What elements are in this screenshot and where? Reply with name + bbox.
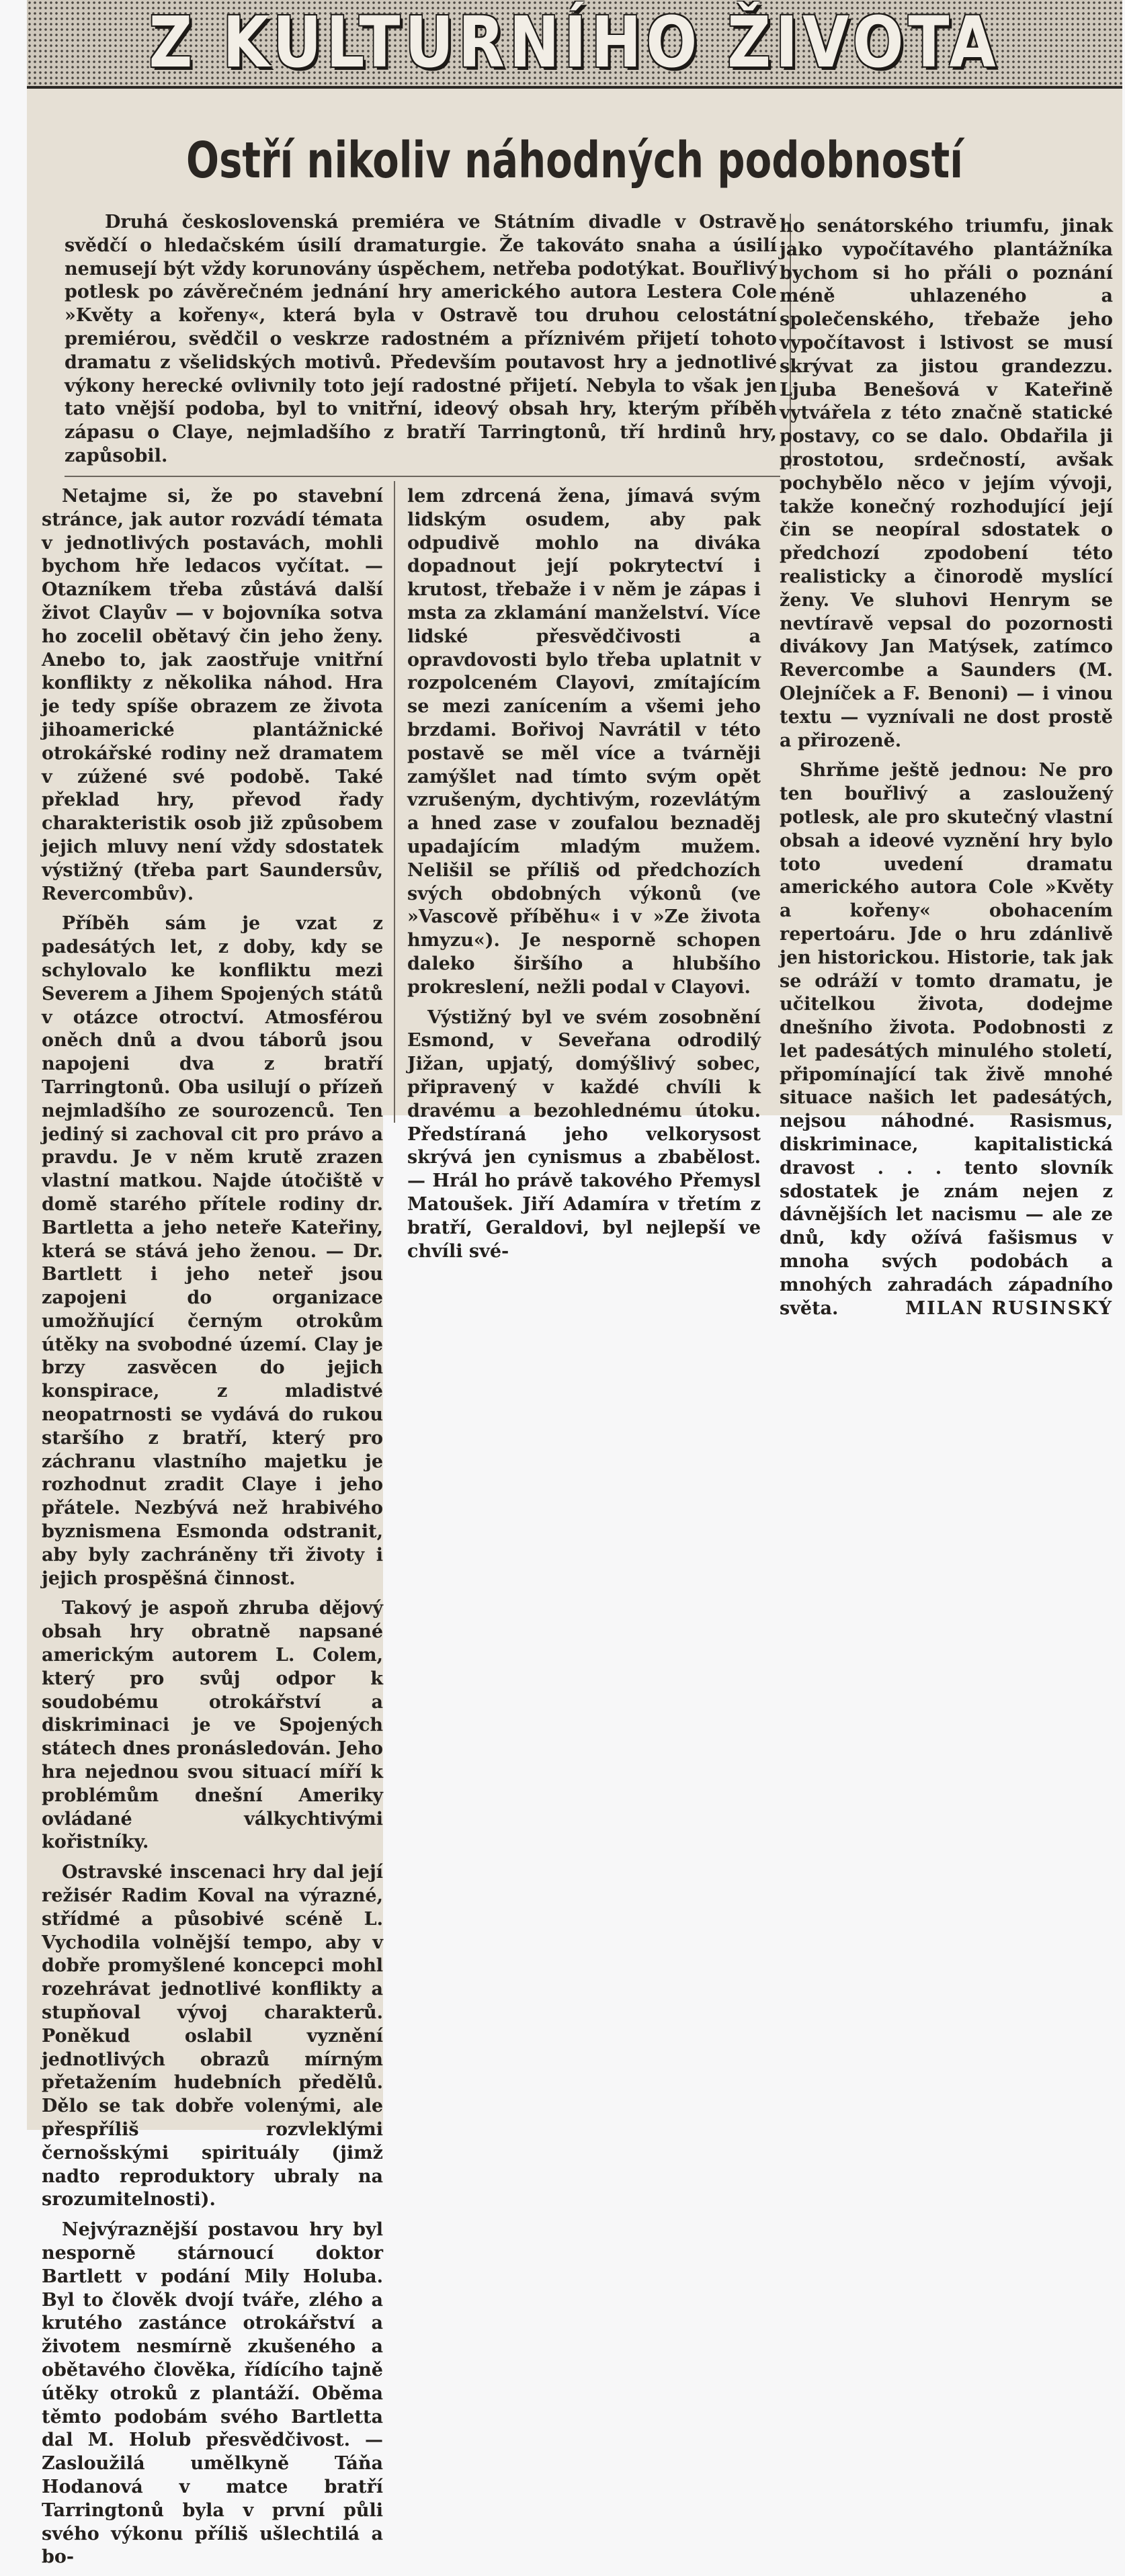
lead-paragraph — [65, 211, 777, 468]
paragraph: Ostravské inscenaci hry dal její režisér Radim Koval na výrazné, střídmé a působivé scéně L. Vychodila volnější tempo, aby v dobře promyšlené koncepci mohl rozehrávat jednotlivé konflikty a stupňoval vývoj charakterů. Poněkud oslabil vyznění jednotlivých obrazů mírným přetažením hudebních předělů. Dělo se tak dobře volenými, ale přespříliš rozvleklými černošskými spirituály (jimž nadto reproduktory ubraly na srozumitelnosti). — [42, 1862, 383, 2210]
paragraph: Netajme si, že po stavební stránce, jak autor rozvádí témata v jednotlivých postavách, mohli bychom hře ledacos vyčítat. — Otazníkem třeba zůstává další život Clayův — v bojovníka sotva ho zocelil obětavý čin jeho ženy. Anebo to, jak zaostřuje vnitřní konflikty z několika náhod. Hra je tedy spíše obrazem ze života jihoamerické plantážnické otrokářské rodiny než dramatem v zúžené své podobě. Také překlad hry, převod řady charakteristik osob již způsobem jejich mluvy není vždy sdostatek výstižný (třeba part Saundersův, Revercombův). — [42, 486, 383, 904]
column-rule-1 — [394, 481, 395, 1123]
paragraph: Výstižný byl ve svém zosobnění Esmond, v Seveřana odrodilý Jižan, upjatý, domýšlivý sobec, připravený v každé chvíli k dravému a bezohlednému útoku. Předstíraná jeho velkorysost skrývá jen cynismus a zbabělost. — Hrál ho právě takového Přemysl Matoušek. Jiří Adamíra v třetím z bratří, Geraldovi, byl nejlepší ve chvíli své- — [407, 1006, 761, 1262]
author-byline: MILAN RUSINSKÝ — [905, 1297, 1113, 1319]
lead-text: Druhá československá premiéra ve Státním divadle v Ostravě svědčí o hledačském úsilí dramaturgie. Že takováto snaha a úsilí nemusejí být vždy korunovány úspěchem, netřeba podotýkat. Bouřlivý potlesk po závěrečném jednání hry amerického autora Lestera Cole »Květy a kořeny«, která byla v Ostravě tou druhou celostátní premiérou, svědčil o veskrze radostném a příznivém přijetí tohoto dramatu z všelidských motivů. Především poutavost hry a jednotlivé výkony herecké ovlivnily toto její radostné přijetí. Nebyla to však jen tato vnější podoba, byl to vnitřní, ideový obsah hry, kterým příběh zápasu o Claye, nejmladšího z bratří Tarringtonů, tří hrdinů hry, zapůsobil. — [65, 212, 777, 466]
column-3 — [780, 215, 1113, 1327]
banner-title: Z KULTURNÍHO ŽIVOTA — [149, 1, 1001, 83]
paragraph: Nejvýraznější postavou hry byl nesporně stárnoucí doktor Bartlett v podání Mily Holuba. Byl to člověk dvojí tváře, zlého a krutého zastánce otrokářství a životem nesmírně zkušeného a obětavého člověka, řídícího tajně útěky otroků z plantáží. Oběma těmto podobám svého Bartletta dal M. Holub přesvědčivost. — Zasloužilá umělkyně Táňa Hodanová v matce bratří Tarringtonů byla v první půli svého výkonu příliš ušlechtilá a bo- — [42, 2219, 383, 2568]
paragraph: lem zdrcená žena, jímavá svým lidským osudem, aby pak odpudivě mohlo na diváka dopadnout její pokrytectví i krutost, třebaže i v něm je zápas i msta za zklamání manželství. Více lidské přesvědčivosti a opravdovosti bylo třeba uplatnit v rozpolceném Clayovi, zmítajícím se mezi zanícením a všemi jeho brzdami. Bořivoj Navrátil v této postavě se měl více a tvárněji zamýšlet nad tímto svým opět vzrušeným, dychtivým, rozevlátým a hned zase v zoufalou beznaděj upadajícím mladým mužem. Nelišil se příliš od předchozích svých obdobných výkonů (ve »Vascově příběhu« i v »Ze života hmyzu«). Je nesporně schopen daleko širšího a hlubšího prokreslení, nežli podal v Clayovi. — [407, 486, 761, 998]
lead-bottom-rule — [65, 476, 780, 477]
section-banner — [27, 0, 1122, 89]
article-headline: Ostří nikoliv náhodných podobností — [186, 132, 963, 189]
column-2 — [407, 485, 761, 1270]
paragraph-text: Shrňme ještě jednou: Ne pro ten bouřlivý a zasloužený potlesk, ale pro skutečný vlastní obsah a ideové vyznění hry bylo toto uvedení dramatu amerického autora Cole »Květy a kořeny« obohacením repertoáru. Jde o hru zdánlivě jen historickou. Historie, tak jak se odráží v tomto dramatu, je učitelkou života, dodejme dnešního života. Podobnosti z let padesátých minulého století, připomínající tak živě mnohé situace našich let padesátých, nejsou náhodné. Rasismus, diskriminace, kapitalistická dravost . . . tento slovník sdostatek je znám nejen z dávnějších let nacismu — ale ze dnů, kdy ožívá fašismus v mnoha svých podobách a mnohých zahradách západního světa. — [780, 760, 1113, 1319]
paragraph: Příběh sám je vzat z padesátých let, z doby, kdy se schylovalo ke konfliktu mezi Severem a Jihem Spojených států v otázce otroctví. Atmosférou oněch dnů a dvou táborů jsou napojeni dva z bratří Tarringtonů. Oba usilují o přízeň nejmladšího ze sourozenců. Ten jediný si zachoval cit pro právo a pravdu. Je v něm krutě zrazen vlastní matkou. Najde útočiště v domě starého přítele rodiny dr. Bartletta a jeho neteře Kateřiny, která se stává jeho ženou. — Dr. Bartlett i jeho neteř jsou zapojeni do organizace umožňující černým otrokům útěky na svobodné území. Clay je brzy zasvěcen do jejich konspirace, z mladistvé neopatrnosti se vydává do rukou staršího z bratří, který pro záchranu vlastního majetku je rozhodnut zradit Claye i jeho přátele. Nezbývá než hrabivého byznismena Esmonda odstranit, aby byly zachráněny tři životy i jejich prospěšná činnost. — [42, 913, 383, 1589]
paragraph: Takový je aspoň zhruba dějový obsah hry obratně napsané americkým autorem L. Colem, který pro svůj odpor k soudobému otrokářství a diskriminaci je ve Spojených státech dnes pronásledován. Jeho hra nejednou svou situací míří k problémům dnešní Ameriky ovládané válkychtivými kořistníky. — [42, 1598, 383, 1853]
paragraph — [780, 759, 1113, 1320]
paragraph: ho senátorského triumfu, jinak jako vypočítavého plantážníka bychom si ho přáli o poznání méně uhlazeného a společenského, třebaže jeho vypočítavost i lstivost se musí skrývat za jistou grandezzu. Ljuba Benešová v Kateřině vytvářela z této značně statické postavy, co se dalo. Obdařila ji prostotou, srdečností, avšak pochybělo něco v jejím vývoji, takže konečný rozhodující její čin se neopíral sdostatek o předchozí zpodobení této realisticky a činorodě myslící ženy. Ve sluhovi Henrym se nevtíravě vepsal do pozornosti divákovy Jan Matýsek, zatímco Revercombe a Saunders (M. Olejníček a F. Benoni) — i vinou textu — vyznívali ne dost prostě a přirozeně. — [780, 216, 1113, 751]
column-1 — [42, 485, 383, 2576]
